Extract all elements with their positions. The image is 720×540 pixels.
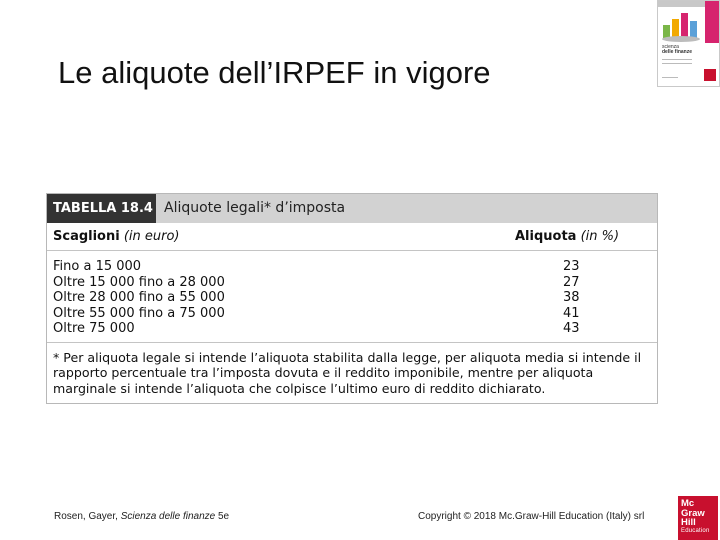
table-rows: [53, 259, 651, 337]
cover-chart-graphic: [661, 7, 705, 43]
footnote-divider: [47, 342, 657, 343]
bracket-cell: Fino a 15 000: [53, 259, 142, 274]
footer-citation: [54, 511, 229, 522]
table-row: [53, 306, 651, 322]
table-row: [53, 290, 651, 306]
column-header-brackets: [53, 229, 180, 244]
footer-edition: 5e: [218, 511, 230, 522]
table-title: Aliquote legali* d’imposta: [164, 200, 346, 216]
cover-publisher-logo: [704, 69, 716, 81]
column-header-brackets-label: Scaglioni: [53, 229, 120, 244]
footer-book-title: Scienza delle finanze: [120, 511, 216, 522]
bracket-cell: Oltre 55 000 fino a 75 000: [53, 305, 225, 321]
bracket-cell: Oltre 28 000 fino a 55 000: [53, 290, 225, 306]
tax-rates-table: [46, 193, 658, 404]
logo-line-education: Education: [681, 527, 710, 534]
cover-text-line: [662, 59, 692, 60]
table-header: [47, 194, 657, 223]
table-footnote: * Per aliquota legale si intende l’aliquota stabilita dalla legge, per aliquota media si intende il rapporto percentuale tra l’imposta dovuta e il reddito imponibile, mentre per aliquota marginale si intende l’aliquota che colpisce l’ultimo euro di reddito dichiarato.: [53, 350, 642, 396]
cover-title: [662, 45, 692, 55]
bracket-cell: Oltre 75 000: [53, 321, 135, 337]
table-row: [53, 321, 651, 337]
table-row: [53, 275, 651, 291]
rate-cell: 38: [563, 290, 580, 306]
footer-copyright: Copyright © 2018 Mc.Graw-Hill Education (Italy) srl: [418, 511, 645, 522]
cover-side-stripe: [705, 1, 719, 43]
footer-authors: Rosen, Gayer,: [54, 511, 118, 522]
cover-text-line: [662, 63, 692, 64]
mcgraw-hill-logo: [678, 496, 718, 540]
slide-title: Le aliquote dell’IRPEF in vigore: [58, 55, 491, 90]
cover-title-line1: scienza: [662, 44, 679, 50]
table-label: TABELLA 18.4: [47, 194, 156, 223]
column-header-brackets-unit: (in euro): [123, 229, 180, 244]
column-header-rate-label: Aliquota: [515, 229, 577, 244]
cover-title-line2: delle finanze: [662, 49, 693, 55]
column-header-rate-unit: (in %): [580, 229, 620, 244]
book-cover-thumbnail: [657, 0, 720, 87]
rate-cell: 41: [563, 305, 580, 321]
rate-cell: 23: [563, 259, 580, 274]
logo-line-hill: Hill: [681, 517, 696, 528]
table-row: [53, 259, 651, 275]
header-divider: [47, 250, 657, 251]
bracket-cell: Oltre 15 000 fino a 28 000: [53, 274, 225, 290]
logo-line-graw: Graw: [681, 507, 705, 519]
cover-text-line: [662, 77, 678, 78]
rate-cell: 27: [563, 274, 580, 290]
column-header-rate: [515, 229, 619, 244]
rate-cell: 43: [563, 321, 580, 337]
logo-line-mc: Mc: [681, 498, 695, 509]
